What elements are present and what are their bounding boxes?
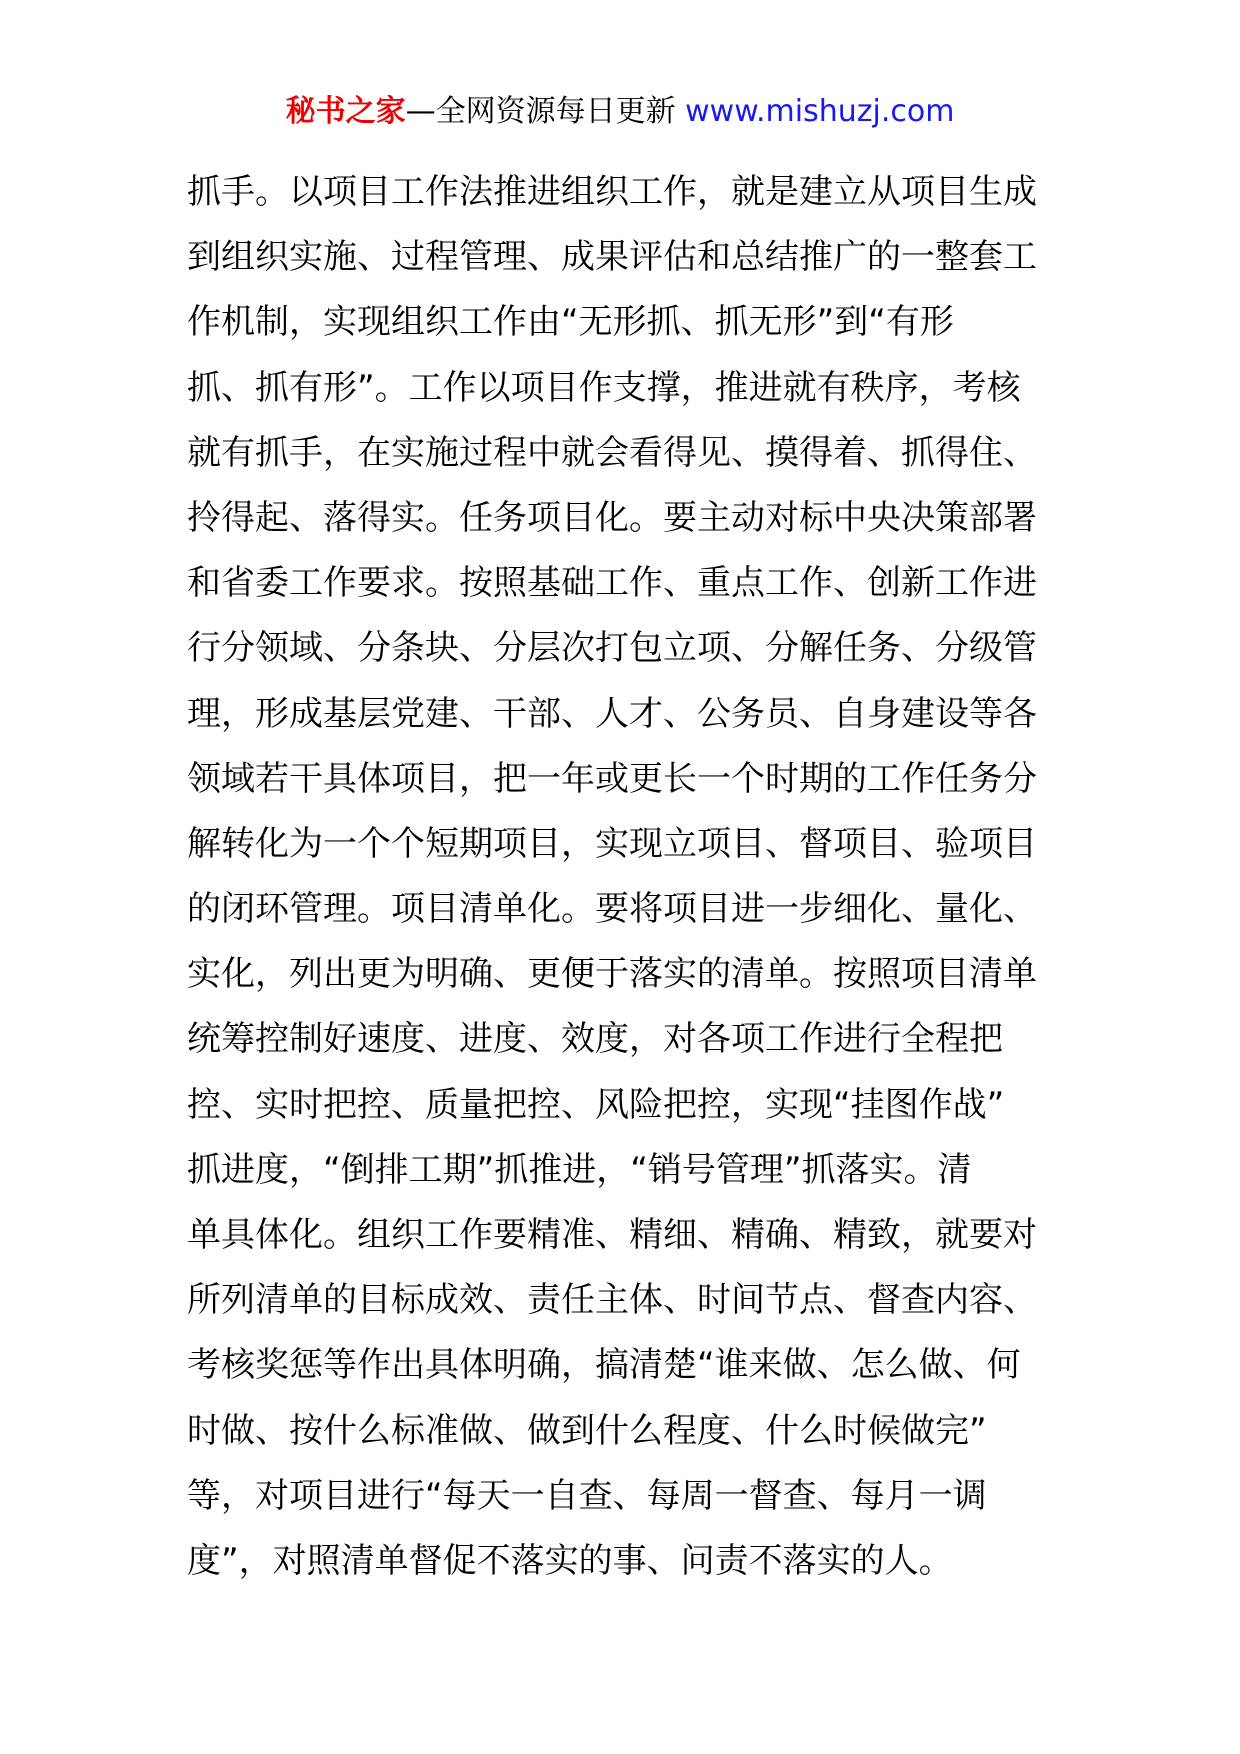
- body-line: 理，形成基层党建、干部、人才、公务员、自身建设等各: [187, 693, 1037, 734]
- body-line: 统筹控制好速度、进度、效度，对各项工作进行全程把: [187, 1019, 1003, 1060]
- body-line: 所列清单的目标成效、责任主体、时间节点、督查内容、: [187, 1280, 1037, 1321]
- body-line: 抓、抓有形”。工作以项目作支撑，推进就有秩序，考核: [187, 367, 1021, 408]
- page-header: [0, 92, 1240, 132]
- body-line: 抓进度，“倒排工期”抓推进，“销号管理”抓落实。清: [187, 1149, 972, 1190]
- body-line: 实化，列出更为明确、更便于落实的清单。按照项目清单: [187, 954, 1037, 995]
- brand-name: 秘书之家: [285, 94, 406, 129]
- body-line: 度”，对照清单督促不落实的事、问责不落实的人。: [187, 1540, 953, 1581]
- body-line: 解转化为一个个短期项目，实现立项目、督项目、验项目: [187, 823, 1037, 864]
- header-tagline: —全网资源每日更新: [405, 94, 686, 129]
- website-link[interactable]: www.mishuzj.com: [685, 94, 955, 129]
- body-line: 领域若干具体项目，把一年或更长一个时期的工作任务分: [187, 758, 1037, 799]
- body-line: 控、实时把控、质量把控、风险把控，实现“挂图作战”: [187, 1084, 1005, 1125]
- body-line: 作机制，实现组织工作由“无形抓、抓无形”到“有形: [187, 302, 954, 343]
- body-line: 的闭环管理。项目清单化。要将项目进一步细化、量化、: [187, 889, 1037, 930]
- document-body: [187, 160, 1057, 1594]
- body-line: 拎得起、落得实。任务项目化。要主动对标中央决策部署: [187, 497, 1037, 538]
- body-line: 抓手。以项目工作法推进组织工作，就是建立从项目生成: [187, 172, 1037, 212]
- body-line: 行分领域、分条块、分层次打包立项、分解任务、分级管: [187, 628, 1037, 669]
- body-line: 等，对项目进行“每天一自查、每周一督查、每月一调: [187, 1475, 987, 1516]
- body-line: 就有抓手，在实施过程中就会看得见、摸得着、抓得住、: [187, 432, 1037, 473]
- body-line: 考核奖惩等作出具体明确，搞清楚“谁来做、怎么做、何: [187, 1345, 1021, 1386]
- body-line: 单具体化。组织工作要精准、精细、精确、精致，就要对: [187, 1215, 1037, 1255]
- body-line: 时做、按什么标准做、做到什么程度、什么时候做完”: [187, 1410, 987, 1451]
- body-line: 和省委工作要求。按照基础工作、重点工作、创新工作进: [187, 563, 1037, 604]
- body-line: 到组织实施、过程管理、成果评估和总结推广的一整套工: [187, 237, 1037, 278]
